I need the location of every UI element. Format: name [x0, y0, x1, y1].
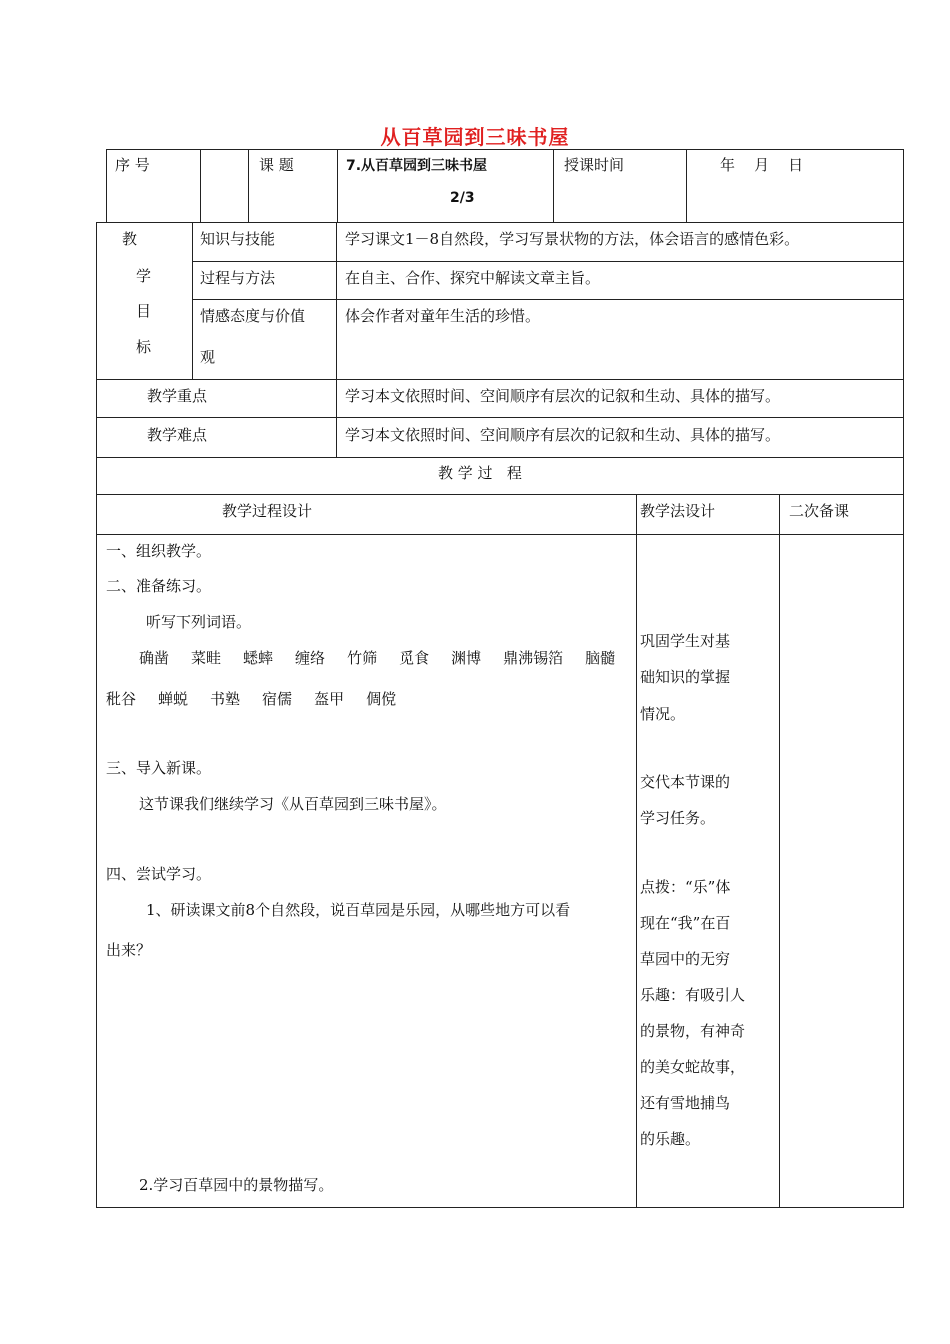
vocab-word: 觅食 — [399, 649, 430, 667]
topic-label: 课 题 — [259, 156, 294, 174]
vocab-word: 确凿 — [139, 649, 170, 667]
method-note-3: 还有雪地捕鸟 — [640, 1094, 731, 1112]
topic-value: 7.从百草园到三味书屋 — [346, 158, 488, 174]
method-note-2: 学习任务。 — [640, 809, 716, 827]
intro-text: 这节课我们继续学习《从百草园到三味书屋》。 — [139, 795, 447, 813]
method-note-3: 草园中的无穷 — [640, 950, 731, 968]
page-title: 从百草园到三味书屋 — [380, 125, 570, 149]
goal-knowledge-label: 知识与技能 — [200, 230, 276, 248]
dictation-instruction: 听写下列词语。 — [146, 613, 252, 631]
vocab-word: 宿儒 — [262, 690, 293, 708]
step-try: 四、尝试学习。 — [106, 865, 212, 883]
goals-label-char: 目 — [136, 302, 152, 320]
vocab-word: 盔甲 — [314, 690, 345, 708]
method-note-3: 点拨：“乐”体 — [640, 878, 731, 896]
vocab-word: 竹筛 — [347, 649, 378, 667]
method-note-1: 巩固学生对基 — [640, 632, 731, 650]
goals-label-char: 学 — [136, 267, 152, 285]
vocab-word: 倜傥 — [366, 690, 397, 708]
column-method: 教学法设计 — [640, 502, 716, 520]
period-count: 2/3 — [450, 190, 475, 206]
goal-emotion-label-cont: 观 — [200, 348, 216, 366]
vocab-word: 菜畦 — [191, 649, 222, 667]
method-note-3: 乐趣：有吸引人 — [640, 986, 746, 1004]
seq-label: 序 号 — [115, 156, 150, 174]
key-point-content: 学习本文依照时间、空间顺序有层次的记叙和生动、具体的描写。 — [345, 387, 781, 405]
method-note-1: 情况。 — [640, 705, 686, 723]
step-prepare: 二、准备练习。 — [106, 577, 212, 595]
time-label: 授课时间 — [564, 156, 625, 174]
vocab-word: 秕谷 — [106, 690, 137, 708]
vocab-word: 脑髓 — [585, 649, 616, 667]
date-field: 年 月 日 — [720, 156, 804, 174]
question-1-cont: 出来？ — [106, 941, 152, 959]
method-note-3: 的乐趣。 — [640, 1130, 701, 1148]
step-organize: 一、组织教学。 — [106, 542, 212, 560]
method-note-2: 交代本节课的 — [640, 773, 731, 791]
question-1: 1、研读课文前8个自然段，说百草园是乐园，从哪些地方可以看 — [146, 901, 571, 919]
difficulty-content: 学习本文依照时间、空间顺序有层次的记叙和生动、具体的描写。 — [345, 426, 781, 444]
question-2: 2.学习百草园中的景物描写。 — [139, 1176, 334, 1194]
method-note-3: 现在“我”在百 — [640, 914, 731, 932]
vocab-line-1 — [139, 647, 615, 668]
method-note-1: 础知识的掌握 — [640, 668, 731, 686]
goal-process-label: 过程与方法 — [200, 269, 276, 287]
goals-label-char: 标 — [136, 338, 152, 356]
method-note-3: 的美女蛇故事， — [640, 1058, 746, 1076]
goals-label-char: 教 — [122, 230, 138, 248]
vocab-line-2 — [106, 688, 418, 709]
vocab-word: 书塾 — [210, 690, 241, 708]
goal-emotion-content: 体会作者对童年生活的珍惜。 — [345, 307, 541, 325]
vocab-word: 蝉蜕 — [158, 690, 189, 708]
vocab-word: 鼎沸锡箔 — [503, 649, 564, 667]
key-point-label: 教学重点 — [147, 387, 208, 405]
method-note-3: 的景物，有神奇 — [640, 1022, 746, 1040]
goal-knowledge-content: 学习课文1－8自然段，学习写景状物的方法，体会语言的感情色彩。 — [345, 230, 800, 248]
difficulty-label: 教学难点 — [147, 426, 208, 444]
column-design: 教学过程设计 — [222, 502, 313, 520]
vocab-word: 缠络 — [295, 649, 326, 667]
step-intro: 三、导入新课。 — [106, 759, 212, 777]
column-backup: 二次备课 — [789, 502, 850, 520]
goal-emotion-label: 情感态度与价值 — [200, 307, 306, 325]
vocab-word: 渊博 — [451, 649, 482, 667]
vocab-word: 蟋蟀 — [243, 649, 274, 667]
goal-process-content: 在自主、合作、探究中解读文章主旨。 — [345, 269, 601, 287]
process-heading: 教 学 过 程 — [438, 464, 522, 482]
